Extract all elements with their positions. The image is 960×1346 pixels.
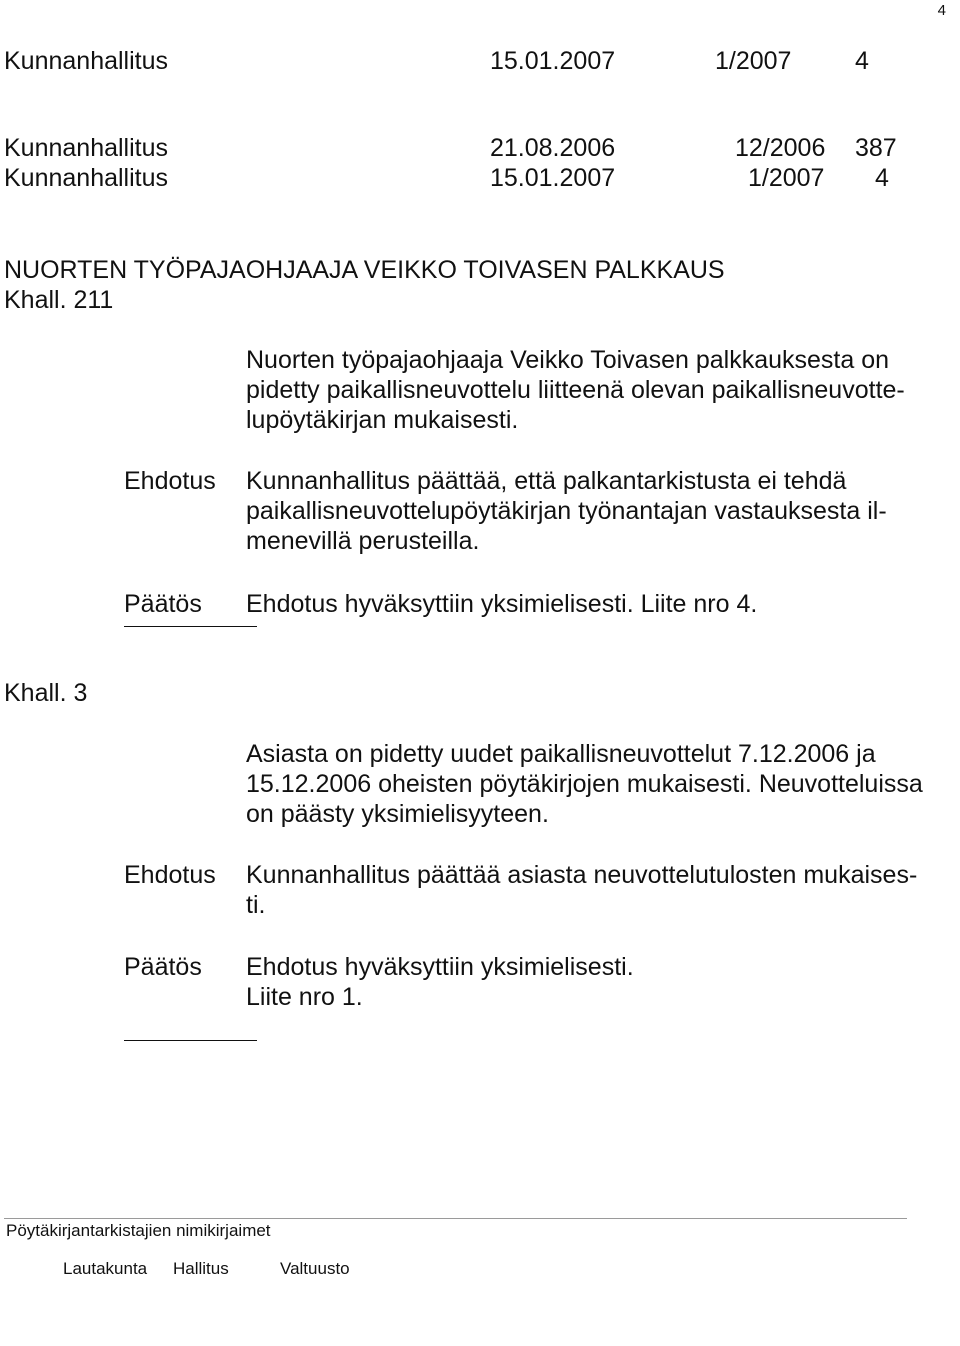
proposal-line: menevillä perusteilla. <box>246 527 480 555</box>
item-text-line: on päästy yksimielisyyteen. <box>246 800 549 828</box>
signatures-label: Pöytäkirjantarkistajien nimikirjaimet <box>6 1221 271 1240</box>
decision-label: Päätös <box>124 590 202 618</box>
item-text-line: Asiasta on pidetty uudet paikallisneuvottelut 7.12.2006 ja <box>246 740 876 768</box>
decision-line: Liite nro 1. <box>246 983 363 1011</box>
history-date: 21.08.2006 <box>490 134 616 162</box>
item-text-line: Nuorten työpajaohjaaja Veikko Toivasen palkkauksesta on <box>246 346 890 374</box>
history-section: 387 <box>855 134 897 162</box>
proposal-line: ti. <box>246 891 266 919</box>
proposal-line: Kunnanhallitus päättää asiasta neuvottelutulosten mukaises- <box>246 861 918 889</box>
footer-column-hallitus: Hallitus <box>173 1259 229 1278</box>
history-body: Kunnanhallitus <box>4 134 169 162</box>
item-text-line: pidetty paikallisneuvottelu liitteenä olevan paikallisneuvotte- <box>246 376 905 404</box>
history-number: 1/2007 <box>715 47 792 75</box>
history-date: 15.01.2007 <box>490 47 616 75</box>
topic-heading: NUORTEN TYÖPAJAOHJAAJA VEIKKO TOIVASEN PALKKAUS <box>4 256 725 284</box>
footer-rule <box>4 1218 907 1219</box>
proposal-label: Ehdotus <box>124 467 216 495</box>
footer-column-valtuusto: Valtuusto <box>280 1259 350 1278</box>
history-date: 15.01.2007 <box>490 164 616 192</box>
section-divider <box>124 1040 257 1041</box>
decision-line: Ehdotus hyväksyttiin yksimielisesti. Liite nro 4. <box>246 590 758 618</box>
decision-label: Päätös <box>124 953 202 981</box>
item-reference: Khall. 3 <box>4 679 88 707</box>
proposal-line: paikallisneuvottelupöytäkirjan työnantajan vastauksesta il- <box>246 497 887 525</box>
footer-column-lautakunta: Lautakunta <box>63 1259 148 1278</box>
history-section: 4 <box>855 47 869 75</box>
item-reference: Khall. 211 <box>4 286 114 314</box>
proposal-line: Kunnanhallitus päättää, että palkantarkistusta ei tehdä <box>246 467 847 495</box>
item-text-line: 15.12.2006 oheisten pöytäkirjojen mukaisesti. Neuvotteluissa <box>246 770 923 798</box>
history-body: Kunnanhallitus <box>4 164 169 192</box>
proposal-label: Ehdotus <box>124 861 216 889</box>
history-number: 12/2006 <box>735 134 826 162</box>
section-divider <box>124 626 257 627</box>
history-section: 4 <box>875 164 889 192</box>
history-number: 1/2007 <box>748 164 825 192</box>
page-number: 4 <box>937 2 946 19</box>
history-body: Kunnanhallitus <box>4 47 169 75</box>
item-text-line: lupöytäkirjan mukaisesti. <box>246 406 519 434</box>
decision-line: Ehdotus hyväksyttiin yksimielisesti. <box>246 953 634 981</box>
